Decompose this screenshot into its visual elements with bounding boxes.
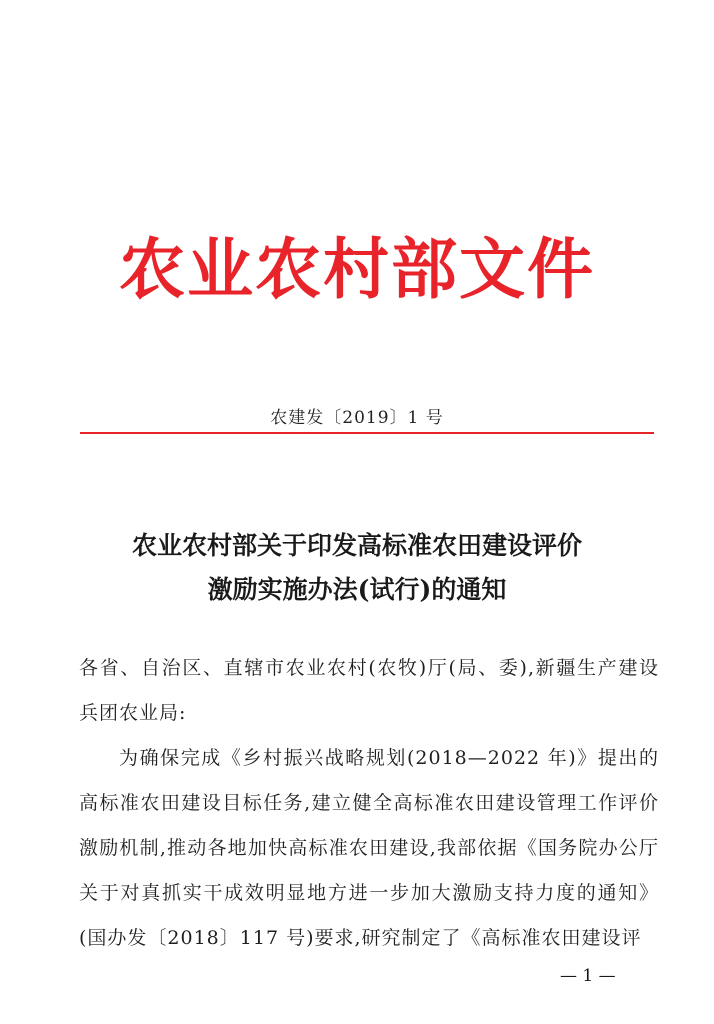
notice-title-line-2: 激励实施办法(试行)的通知 [207,575,507,604]
notice-title-line-1: 农业农村部关于印发高标准农田建设评价 [131,531,582,560]
body-paragraph: 为确保完成《乡村振兴战略规划(2018—2022 年)》提出的高标准农田建设目标任务,建立健全高标准农田建设管理工作评价激励机制,推动各地加快高标准农田建设,我部依据《国务院办公厅关于对真抓实干成效明显地方进一步加大激励支持力度的通知》(国办发〔2018〕117 号)要求,研究制定了《高标准农田建设评 [79,747,659,949]
document-body [79,646,659,961]
document-masthead: 农业农村部文件 [119,230,595,308]
page-number: — 1 — [560,966,616,986]
red-separator-line [80,432,654,434]
document-number: 农建发〔2019〕1 号 [270,408,444,428]
notice-title [0,524,714,612]
salutation: 各省、自治区、直辖市农业农村(农牧)厅(局、委),新疆生产建设兵团农业局: [79,657,659,724]
